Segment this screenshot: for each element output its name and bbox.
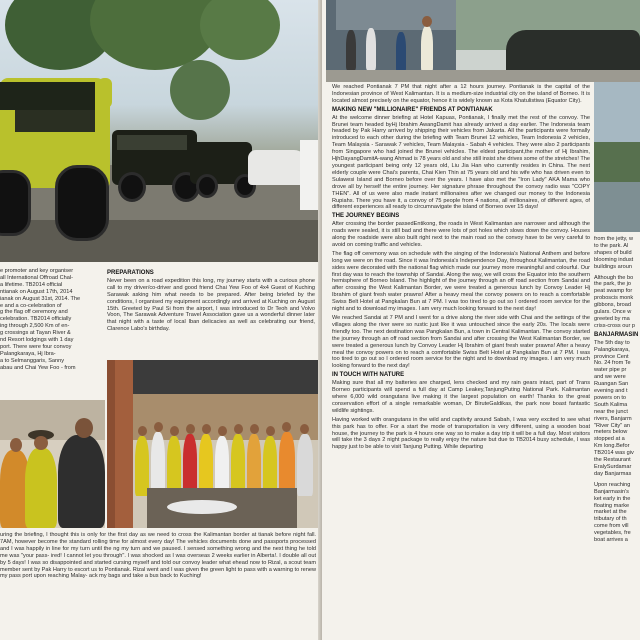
left-column-line: ing through 2,500 Km of en- bbox=[0, 323, 70, 330]
narrow-line: South Kalima bbox=[594, 401, 628, 408]
left-column-line: Palangkaraya, Hj Ibra- bbox=[0, 350, 56, 357]
left-column-line: e and a co-celebration of bbox=[0, 302, 62, 309]
preparations-heading: PREPARATIONS bbox=[107, 270, 154, 276]
preparations-paragraph: Never been on a road expedition this long, my journey starts with a curious phone call to my driver/co-driver and good friend Chai Yew Foo of 4x4 Guest of Kuching Sarawak asking him what needs to be prepared. After being briefed by the conditions, I organised my equipment accordingly and arrived at Kuching on August 15th. Greeted by Paul Si from the airport, I was introduced to Dr Teoh and Volvo Voon, The Sarawak Adventure Travel Association gave us a wonderful dinner later that night with a taste of local Iban delicacies as well as celebrating our friend, Clarence Labo's birthday. bbox=[107, 277, 315, 333]
narrow-line: EralySurdamar bbox=[594, 464, 632, 470]
millionaire-heading: MAKING NEW "MILLIONAIRE" FRIENDS AT PONTIANAK bbox=[332, 106, 493, 113]
narrow-line: Banjarmasin's bbox=[594, 488, 629, 495]
narrow-line: evening and t bbox=[594, 388, 628, 395]
left-column-line: abau and Chai Yew Foo - from bbox=[0, 364, 76, 371]
left-column-line: g the flag off ceremony and bbox=[0, 309, 68, 316]
narrow-line: Upon reaching bbox=[594, 481, 631, 488]
journey-paragraph-1: After crossing the border passedEntikong, the roads in West Kalimantan are narrower and although the roads were sealed, it is still bad and there were lots of pot holes which slows down the convoy. Houses along the roadside were also built right next to the main road so the convoy have to be very careful to avoid on coming traffic and vehicles. bbox=[332, 221, 590, 248]
banjarmasin-heading: BANJARMASIN bbox=[594, 331, 639, 338]
narrow-line: from the jetty, w bbox=[594, 236, 634, 242]
left-column-line: all International Offroad Chal- bbox=[0, 274, 73, 281]
narrow-line: floating marke bbox=[594, 502, 630, 509]
narrow-line: greeted by ma bbox=[594, 315, 630, 322]
narrow-line: meters below bbox=[594, 429, 628, 436]
preparations-section bbox=[107, 268, 315, 335]
left-column-line: ntianak on August 17th, 2014 bbox=[0, 288, 73, 295]
left-column-line: port. There were four convoy bbox=[0, 343, 72, 350]
right-narrow-column bbox=[594, 236, 640, 544]
journey-paragraph-3: We reached Sandai at 7 PM and I went for a drive along the river side with Chai and the settings of the villages along the river were so rustic just like it was untouched since the early 20s. The locals were friendly too. The next destination was Pangkalan Bun, a town in Central Kalimantan. The convoy started the journey through an off road section from Sandai and after crossing the West Kalimantan Border, we were treated a generous lunch by Convoy Leader Hj Ibrahim of giant fresh water prawns! After a heavy meal the convoy powers on to reach a comfortable Swiss Belt Hotel at Pangkalan Bun at 7 PM. I was too tired to go out so I ordered room service for the night and to download my images. I am very much looking forward to the next day! bbox=[332, 315, 590, 370]
left-column-line: a to Selmanggaris, Sanny bbox=[0, 357, 65, 364]
group-photo bbox=[107, 360, 322, 528]
narrow-line: proboscis monk bbox=[594, 295, 634, 302]
right-page bbox=[322, 0, 640, 640]
narrow-line: Km long.Befor bbox=[594, 443, 630, 450]
narrow-line: shapes of build bbox=[594, 249, 632, 256]
narrow-line: market at the bbox=[594, 509, 627, 516]
narrow-line: Although the bo bbox=[594, 274, 634, 281]
left-column-line: ianak on August 31st, 2014. The bbox=[0, 295, 81, 302]
narrow-line: peat swamp for bbox=[594, 288, 633, 295]
narrow-line: criss-cross our p bbox=[594, 322, 636, 329]
left-column-line: nd Resort lodgings with 1 day bbox=[0, 337, 74, 344]
narrow-line: powers on to bbox=[594, 394, 627, 401]
nature-paragraph-2: Having worked with orangutans in the wild and captivity around Sabah, I was very excited to see what this park has to offer. For a start the mode of transportation is very different, using a wooden boat house, the journey to the park is 4 hours one way so to make a day trip it will be a full day. Most visitors will take the 3 days 2 night package to really enjoy the nature but due to TB2014 busy schedule, I was happy just to be able to visit Tanjung Putting. While departing bbox=[332, 416, 590, 451]
narrow-line: "River City" an bbox=[594, 422, 630, 429]
left-column-line: celebration. TB2014 officially bbox=[0, 316, 72, 323]
man-portrait-photo bbox=[0, 400, 105, 528]
narrow-line: No. 24 from Te bbox=[594, 360, 631, 367]
left-column-line: g crossings at Tayan River & bbox=[0, 330, 71, 337]
left-column-text bbox=[0, 268, 100, 372]
narrow-line: to the park. Al bbox=[594, 242, 629, 249]
narrow-line: gulars. Once w bbox=[594, 309, 632, 316]
offroad-vehicles-photo bbox=[0, 0, 322, 262]
narrow-line: buildings aroun bbox=[594, 263, 632, 270]
narrow-line: and we were bbox=[594, 374, 626, 381]
narrow-line: ket early in the bbox=[594, 495, 631, 502]
narrow-line: the Restaurant bbox=[594, 457, 631, 464]
millionaire-paragraph: At the welcome dinner briefing at Hotel Kapuas, Pontianak, I finally met the rest of the convoy. The Brunei team headed byHj Ibrahim AwangDamit has already arrived a day earlier. The Indonesia team headed by Pak Harry arrived by shipping their vehicles from Jakarta. All the participants were formally introduced to each other during the briefing with Team Brunei 12 vehicles, Team Indonesia 2 vehicles, Team Malaysia - Sarawak 7 vehicles, Team Malaysia - Sabah 4 vehicles. They were also 2 participants from Singapore who had joined the Brunei vehicles. The eldest participant,the mother of Hj Ibrahim, HjhDayangDamitA-wang Ahmad is 78 years old and she still insist she drives some of the stretches! The youngest participant being only 12 years old, Liu Jia Han who currently resides in China. The next elderly couple were Chai's parents, Chai Kien Thin at 75 years old and his wife who has driven even to Sulawesi Island and Borneo before over the years. I have also met the "Iron Lady" AKA Mama who drove all by herself the entire journey. Her signature phrase throughout the convoy radio was "COPY THEN". All of us were also made instant millionaires after we changed our money to the Indonesia Rupiahs. There you have it, a convoy of 75 people from 4 nations, all millionaires, of different ages, of different experiences all ready to circumnavigate the island of Borneo over 15 days! bbox=[332, 114, 590, 211]
bottom-left-paragraph: uring the briefing, I thought this is only for the first day as we need to cross the Kalimantan border at tianak before night fall. 7AM, however become the standard rolling time for almost every day! The vehicles documents done and passports processed and I was happily in line for my turn until the ng my turn and we paused. I sensed something wrong and the next thing he told me was "your pass- ired! I cannot let you through". I was shocked as I was overseas 2 weeks earlier in Alberta!. I double all out by 5 days! I was so disappointed and started cursing myself and told our convoy leader what ehead now to Rizal, a scout team member sent by Pak Harry to escort us to Pontianak. Rizal went and I was given the green light to pass with a warning to renew my pass port upon reaching Malay- ack my bags and take a bus back to Kuching! bbox=[0, 532, 316, 580]
narrow-line: rivers, Banjarm bbox=[594, 415, 632, 422]
right-main-column bbox=[332, 84, 590, 453]
narrow-line: gibbons, broad bbox=[594, 302, 632, 309]
nature-paragraph-1: Making sure that all my batteries are charged, lens checked and my rain gears intact, part of Trans Borneo participants will spend a full day at Camp Leakey,TanjungPuting National Park. Kalimantan where 6,000 wild orangutans live making it the largest population on earth! Thanks to the great conservation effort of a single remarkable woman, Dr BiruteGaldikas, the park now boast fantastic wildlife sightings. bbox=[332, 380, 590, 414]
left-column-line: e promoter and key organiser bbox=[0, 268, 74, 274]
narrow-line: province Cent bbox=[594, 353, 629, 360]
narrow-line: Palangkaraya, bbox=[594, 346, 630, 353]
journey-paragraph-2: The flag off ceremony was on schedule with the singing of the Indonesia's National Anthem and before long we were on the road. Since it was Indonesia's Independence Day, throughout Kalimantan, the road sides were decorated with the national flag which made our journey more meaningful and colourful. Our first day was to reach the township of Sandai. Along the way, we will cross the Equator into the southern hemisphere of Borneo Island. The highlight of the journey through an off road section from Sandai and after crossing the West Kalimantan Border, we were treated a generous lunch by Convoy Leader Hj Ibrahim of giant fresh water prawns! After a heavy meal the convoy powers on to reach a comfortable Swiss Belt Hotel at Pangkalan Bun at 7 PM. I was too tired to go out so I ordered room service for the night and to download my images. I am very much looking forward to the next day! bbox=[332, 250, 590, 313]
journey-heading: THE JOURNEY BEGINS bbox=[332, 213, 400, 220]
intro-paragraph: We reached Pontianak 7 PM that night after a 12 hours journey. Pontianak is the capital of the Indonesian province of West Kalimantan. It is a medium-size industrial city on the island of Borneo. It is located almost precisely on the equator, hence it is widely known as Kota Khatulistiwa (Equator City). bbox=[332, 84, 590, 104]
narrow-line: day Banjarmas bbox=[594, 470, 632, 477]
narrow-line: The 5th day to bbox=[594, 339, 630, 346]
narrow-line: TB2014 was giv bbox=[594, 450, 634, 457]
narrow-line: blooming indust bbox=[594, 256, 634, 263]
narrow-line: near the junct bbox=[594, 408, 628, 415]
narrow-line: stopped at a bbox=[594, 436, 625, 443]
convoy-street-photo bbox=[326, 0, 640, 82]
narrow-line: vegetables, fre bbox=[594, 530, 631, 537]
bottom-left-text bbox=[0, 532, 316, 582]
nature-heading: IN TOUCH WITH NATURE bbox=[332, 372, 405, 379]
narrow-line: boat arrives a bbox=[594, 537, 628, 544]
narrow-line: water pipe pr bbox=[594, 367, 627, 374]
narrow-line: Ruangan San bbox=[594, 381, 629, 388]
narrow-line: come from vill bbox=[594, 523, 629, 530]
river-photo bbox=[594, 82, 640, 232]
narrow-line: tributary of th bbox=[594, 516, 627, 523]
narrow-line: the park, the jo bbox=[594, 281, 632, 288]
left-column-line: a lifetime. TB2014 official bbox=[0, 281, 63, 288]
